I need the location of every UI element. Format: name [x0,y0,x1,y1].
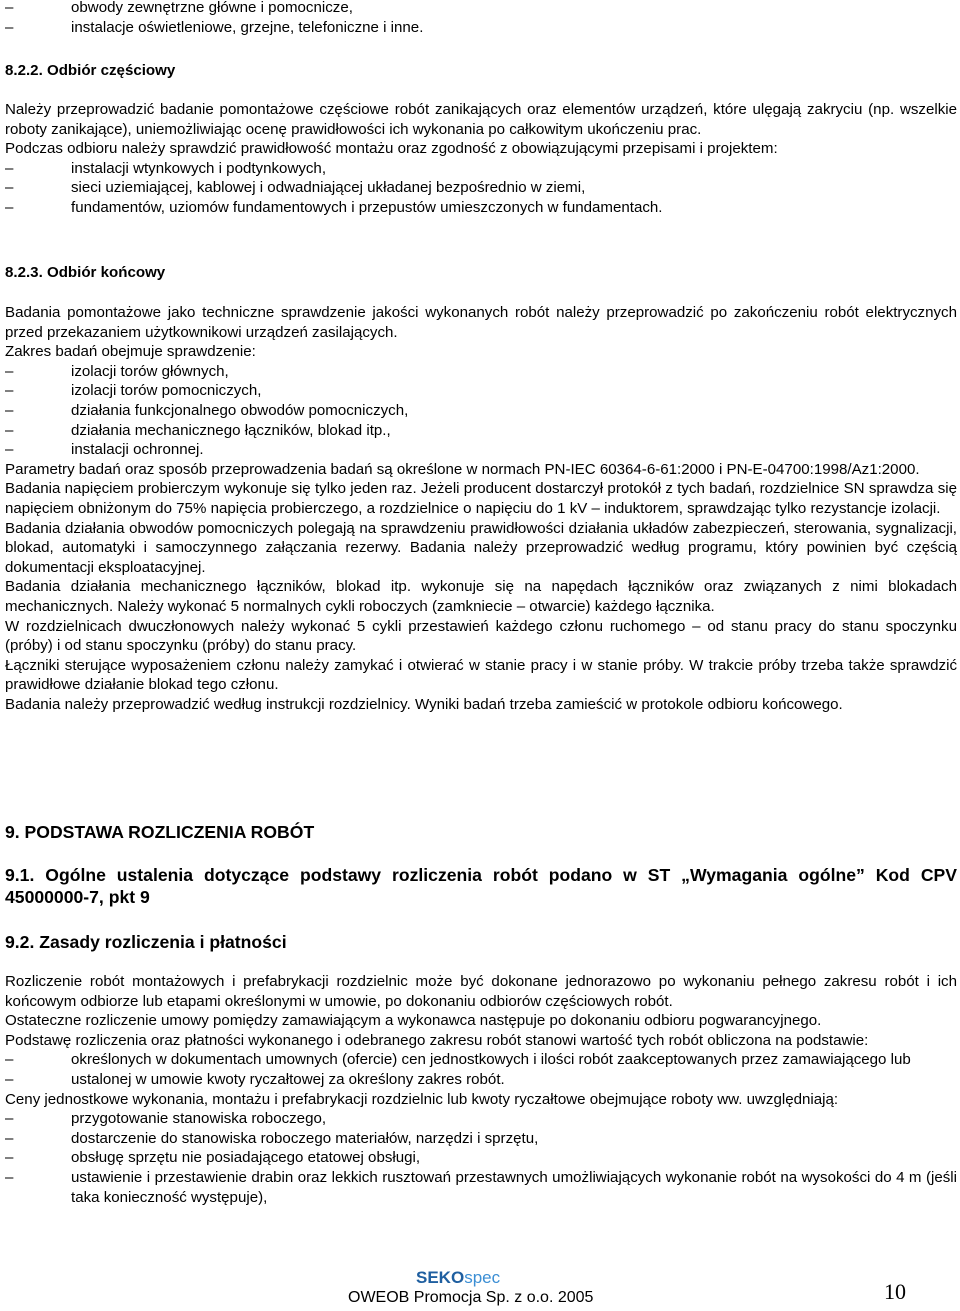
list-item: – fundamentów, uziomów fundamentowych i przepustów umieszczonych w fundamentach. [5,198,957,218]
paragraph: Badania pomontażowe jako techniczne sprawdzenie jakości wykonanych robót należy przeprowadzić po zakończeniu robót elektrycznych przed przekazaniem użytkownikowi urządzeń zasilających. [5,304,957,341]
list-item: – określonych w dokumentach umownych (ofercie) cen jednostkowych i ilości robót zaakceptowanych przez zamawiającego lub [5,1050,957,1070]
paragraph: Badania działania mechanicznego łączników, blokad itp. wykonuje się na napędach łączników oraz związanych z nimi blokadach mechanicznych. Należy wykonać 5 normalnych cykli roboczych (zamkniecie – otwarcie) każdego łącznika. [5,578,957,615]
list-item: – instalacje oświetleniowe, grzejne, telefoniczne i inne. [5,18,957,38]
paragraph: Należy przeprowadzić badanie pomontażowe częściowe robót zanikających oraz elementów urządzeń, które ulęgają zakryciu (np. wszelkie roboty zanikające), uniemożliwiając ocenę prawidłowości ich wykonania po całkowitym ukończeniu prac. [5,101,957,138]
chapter-heading: 9. PODSTAWA ROZLICZENIA ROBÓT [5,822,315,842]
list-item: – przygotowanie stanowiska roboczego, [5,1109,957,1129]
list-item: – ustalonej w umowie kwoty ryczałtowej za określony zakres robót. [5,1070,957,1090]
list-item: – instalacji ochronnej. [5,440,957,460]
list-item: – ustawienie i przestawienie drabin oraz lekkich rusztowań przestawnych umożliwiających wykonanie robót na wysokości do 4 m (jeśli taka konieczność występuje), [5,1168,957,1207]
section-8-2-2 [5,61,957,81]
section-8-2-3-body [5,303,957,714]
company-name: OWEOB Promocja Sp. z o.o. 2005 [348,1289,594,1306]
subsection-heading: 9.1. Ogólne ustalenia dotyczące podstawy rozliczenia robót podano w ST „Wymagania ogólne” Kod CPV 45000000-7, pkt 9 [5,865,957,907]
brand-logo-part: spec [464,1268,501,1287]
subsection-heading: 9.2. Zasady rozliczenia i płatności [5,932,287,952]
section-8-2-2-body [5,100,957,218]
section-9 [5,821,957,843]
paragraph: Parametry badań oraz sposób przeprowadzenia badań są określone w normach PN-IEC 60364-6-61:2000 i PN-E-04700:1998/Az1:2000. [5,460,920,478]
paragraph: Badania napięciem probierczym wykonuje się tylko jeden raz. Jeżeli producent dostarczył protokół z tych badań, rozdzielnice SN sprawdza się napięciem obniżonym do 75% napięcia probierczego, a rozdzielnice o napięciu do 1 kV – induktorem, sprawdzając tylko rezystancje izolacji. [5,480,957,517]
section-heading: 8.2.3. Odbiór końcowy [5,264,166,281]
top-list [5,0,957,37]
section-9-2-body [5,972,957,1207]
list-item: – działania mechanicznego łączników, blokad itp., [5,421,957,441]
list-item: – instalacji wtynkowych i podtynkowych, [5,159,957,179]
section-heading: 8.2.2. Odbiór częściowy [5,62,176,79]
list-item: – izolacji torów głównych, [5,362,957,382]
paragraph: Łączniki sterujące wyposażeniem członu należy zamykać i otwierać w stanie pracy i w stanie próby. W trakcie próby trzeba także sprawdzić prawidłowe działanie blokad tego członu. [5,656,957,694]
list-item: – dostarczenie do stanowiska roboczego materiałów, narzędzi i sprzętu, [5,1129,957,1149]
paragraph: Ceny jednostkowe wykonania, montażu i prefabrykacji rozdzielnic lub kwoty ryczałtowe obejmujące roboty ww. uwzględniają: [5,1090,839,1108]
list-item: – obwody zewnętrzne główne i pomocnicze, [5,0,957,18]
page-footer [0,1266,960,1311]
list-item: – działania funkcjonalnego obwodów pomocniczych, [5,401,957,421]
paragraph: Rozliczenie robót montażowych i prefabrykacji rozdzielnic może być dokonane jednorazowo po wykonaniu pełnego zakresu robót i ich końcowym odbiorze lub etapami określonymi w umowie, po dokonaniu odbiorów częściowych robót. [5,973,957,1010]
brand-logo [416,1268,500,1288]
paragraph: Zakres badań obejmuje sprawdzenie: [5,343,256,361]
paragraph: Badania działania obwodów pomocniczych polegają na sprawdzeniu prawidłowości działania układów zabezpieczeń, sterowania, sygnalizacji, blokad, automatyki i samoczynnego załączania rezerwy. Badania należy przeprowadzić według programu, który powinien być częścią dokumentacji eksploatacyjnej. [5,519,957,576]
page-number: 10 [884,1279,906,1304]
list-item: – sieci uziemiającej, kablowej i odwadniającej układanej bezpośrednio w ziemi, [5,178,957,198]
list-item: – obsługę sprzętu nie posiadającego etatowej obsługi, [5,1148,957,1168]
paragraph: Podstawę rozliczenia oraz płatności wykonanego i odebranego zakresu robót stanowi wartość tych robót obliczona na podstawie: [5,1031,869,1049]
section-9-1 [5,864,957,908]
paragraph: Ostateczne rozliczenie umowy pomiędzy zamawiającym a wykonawca następuje po dokonaniu odbioru pogwarancyjnego. [5,1012,822,1030]
brand-logo-part: SEKO [416,1268,465,1287]
paragraph: W rozdzielnicach dwuczłonowych należy wykonać 5 cykli przestawień każdego członu ruchomego – od stanu pracy do stanu spoczynku (próby) i od stanu spoczynku (próby) do stanu pracy. [5,617,957,655]
list-item: – izolacji torów pomocniczych, [5,381,957,401]
paragraph: Podczas odbioru należy sprawdzić prawidłowość montażu oraz zgodność z obowiązującymi przepisami i projektem: [5,140,778,158]
section-9-2 [5,931,957,953]
section-8-2-3 [5,263,957,283]
paragraph: Badania należy przeprowadzić według instrukcji rozdzielnicy. Wyniki badań trzeba zamieścić w protokole odbioru końcowego. [5,695,843,713]
